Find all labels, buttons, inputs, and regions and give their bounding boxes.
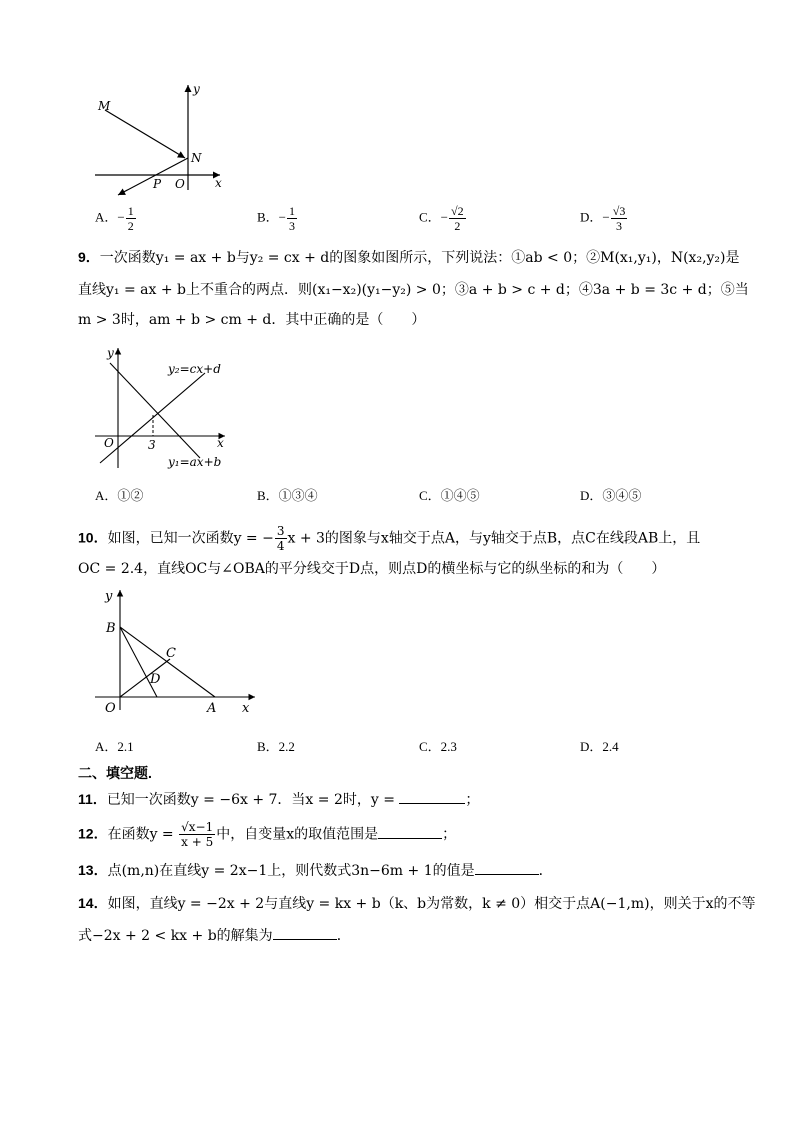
segment-oc — [120, 659, 170, 697]
q11: 11．已知一次函数y = −6x + 7．当x = 2时，y = ； — [78, 791, 480, 808]
option-letter: A． — [95, 209, 118, 225]
option-fraction — [449, 204, 466, 233]
label-y: y — [193, 82, 200, 96]
q9-option-b[interactable]: B．①③④ — [257, 488, 318, 503]
label-d: D — [150, 672, 161, 687]
option-sign: − — [440, 209, 449, 225]
q12: 12．在函数y = $\frac{√x-1}{x + 5}$ 中，自变量x的取值范围是 ； — [78, 820, 457, 849]
label-a: A — [207, 701, 217, 716]
label-n: N — [191, 151, 202, 165]
question-text: 如图，已知一次函数y = − — [107, 530, 274, 547]
q8-option-b[interactable] — [257, 204, 298, 233]
q8-option-a[interactable] — [95, 204, 137, 233]
question-text: x + 3的图象与x轴交于点A，与y轴交于点B，点C在线段AB上，且 — [287, 530, 701, 547]
q10-line2: OC = 2.4，直线OC与∠OBA的平分线交于D点，则点D的横坐标与它的纵坐标的和为（ ） — [78, 561, 666, 577]
option-letter: C． — [419, 209, 441, 225]
label-y: y — [107, 346, 114, 360]
question-number: 14． — [78, 895, 108, 911]
option-sign: − — [602, 209, 610, 225]
question-number: 11． — [78, 791, 107, 807]
figure-q10 — [90, 585, 260, 720]
q13: 13．点(m,n)在直线y = 2x−1上，则代数式3n−6m + 1的值是 ． — [78, 862, 553, 879]
question-text: 如图，直线y = −2x + 2与直线y = kx + b（k、b为常数，k ≠ 0）相交于点A(−1,m)，则关于x的不等 — [107, 896, 756, 912]
q10-option-a[interactable]: A．2.1 — [95, 739, 134, 754]
option-letter: B． — [257, 209, 279, 225]
q9-line3: m > 3时，am + b > cm + d．其中正确的是（ ） — [78, 312, 426, 328]
figure-q8 — [90, 80, 240, 200]
question-text: 已知一次函数y = −6x + 7．当x = 2时，y = — [106, 792, 400, 808]
label-y: y — [105, 589, 113, 604]
label-x: x — [242, 701, 250, 716]
option-fraction — [126, 204, 136, 233]
label-line1: y₁=ax+b — [168, 455, 222, 469]
fraction-numerator: 1 — [127, 204, 134, 218]
q10-option-d[interactable]: D．2.4 — [580, 739, 619, 754]
option-letter: D． — [580, 209, 603, 225]
label-o: O — [104, 436, 114, 450]
question-text: 式−2x + 2 < kx + b的解集为 — [78, 928, 273, 944]
q9-option-c[interactable]: C．①④⑤ — [419, 488, 480, 503]
question-text: 在函数y = — [107, 826, 179, 843]
label-x: x — [215, 176, 222, 190]
question-number: 12． — [78, 825, 108, 842]
fraction: $\frac{3}{4}$ — [276, 524, 285, 553]
q9-line1 — [78, 247, 740, 268]
fraction: $\frac{√x-1}{x + 5}$ — [181, 820, 214, 849]
label-three: 3 — [148, 438, 156, 452]
label-c: C — [166, 646, 176, 661]
q9-option-a[interactable]: A．①② — [95, 488, 144, 503]
q9-line2: 直线y₁ = ax + b上不重合的两点．则(x₁−x₂)(y₁−y₂) > 0；③a + b > c + d；④3a + b = 3c + d；⑤当 — [78, 282, 749, 298]
fraction-denominator: 3 — [616, 219, 623, 233]
answer-blank[interactable] — [475, 860, 539, 875]
answer-blank[interactable] — [399, 789, 465, 804]
fraction-denominator: 2 — [454, 219, 461, 233]
fraction-numerator: √3 — [612, 204, 626, 218]
q10-option-c[interactable]: C．2.3 — [419, 739, 457, 754]
option-fraction — [287, 204, 297, 233]
question-number: 9． — [78, 249, 100, 265]
label-b: B — [106, 621, 116, 636]
label-m: M — [98, 99, 111, 113]
question-text: 中，自变量x的取值范围是 — [216, 826, 379, 843]
q8-option-c[interactable] — [419, 204, 467, 233]
q10-line1 — [78, 524, 700, 553]
option-sign: − — [117, 209, 125, 225]
label-o: O — [175, 177, 185, 191]
figure-q9 — [90, 343, 240, 473]
section-title: 二、填空题. — [78, 765, 152, 781]
fraction-numerator: √2 — [451, 204, 464, 218]
label-line2: y₂=cx+d — [168, 362, 221, 376]
fraction-denominator: 3 — [289, 219, 296, 233]
label-p: P — [153, 177, 162, 191]
label-o: O — [105, 701, 116, 716]
question-number: 10． — [78, 529, 108, 546]
q8-option-d[interactable] — [580, 204, 628, 233]
question-text: 一次函数y₁ = ax + b与y₂ = cx + d的图象如图所示，下列说法：①ab < 0；②M(x₁,y₁)，N(x₂,y₂)是 — [99, 250, 740, 266]
ray-mn — [105, 110, 185, 158]
answer-blank[interactable] — [273, 925, 337, 940]
question-text: 点(m,n)在直线y = 2x−1上，则代数式3n−6m + 1的值是 — [107, 863, 475, 879]
fraction-denominator: 2 — [127, 219, 134, 233]
q14-line2: 式−2x + 2 < kx + b的解集为 ． — [78, 925, 351, 946]
answer-blank[interactable] — [378, 824, 442, 839]
q14-line1 — [78, 893, 755, 914]
label-x: x — [217, 436, 224, 450]
q9-option-d[interactable]: D．③④⑤ — [580, 488, 642, 503]
question-number: 13． — [78, 862, 108, 878]
option-fraction — [611, 204, 628, 233]
q10-option-b[interactable]: B．2.2 — [257, 739, 295, 754]
option-sign: − — [278, 209, 287, 225]
fraction-numerator: 1 — [289, 204, 296, 218]
